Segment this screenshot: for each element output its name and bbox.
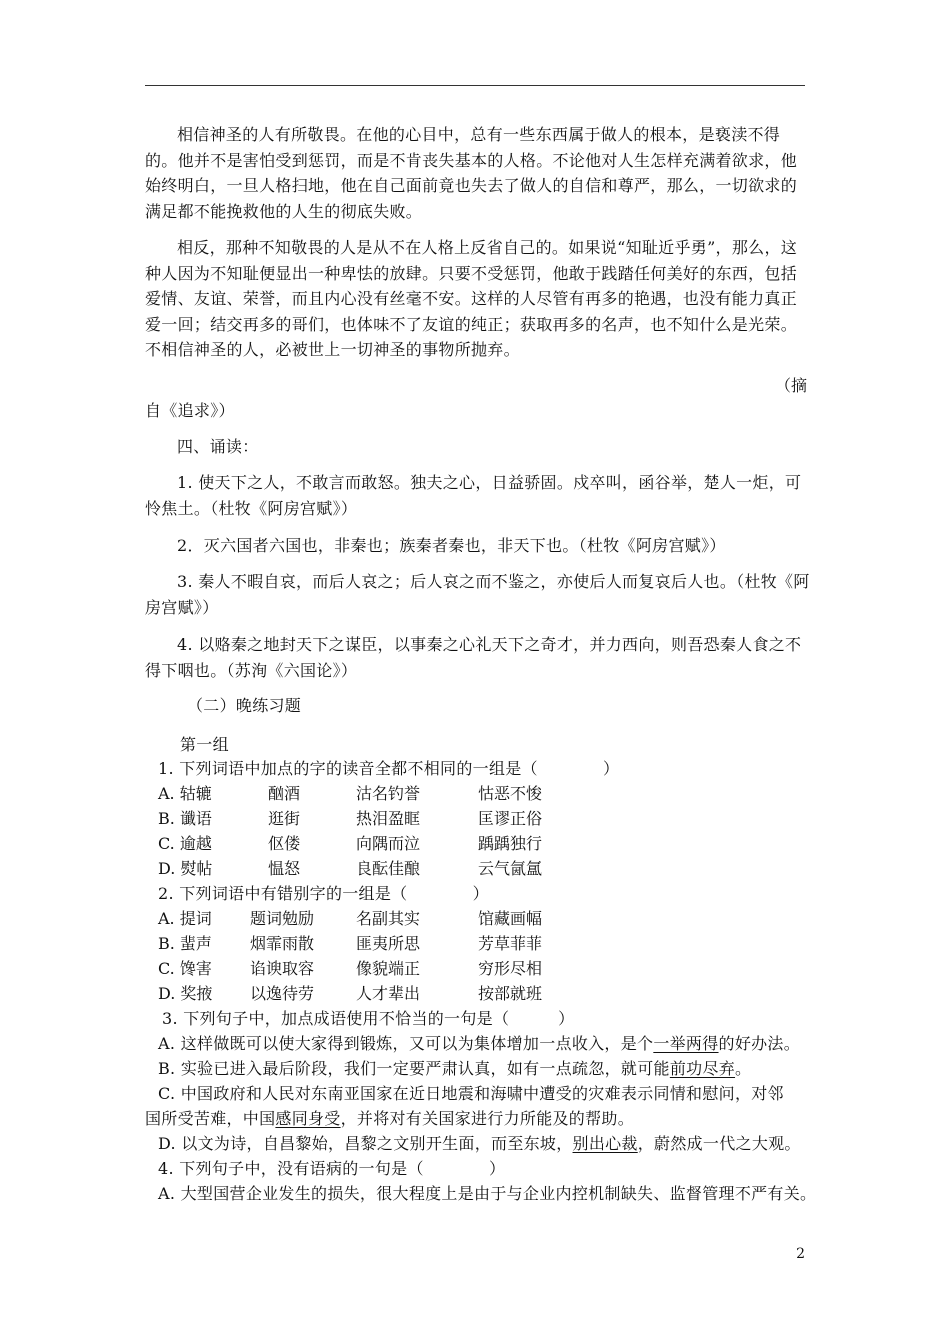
question-1-stem: 1. 下列词语中加点的字的读音全都不相同的一组是（ ） xyxy=(158,759,620,778)
q3-option-b: B. 实验已进入最后阶段，我们一定要严肃认真，如有一点疏忽，就可能前功尽弃。 xyxy=(158,1059,752,1078)
q3-option-a: A. 这样做既可以使大家得到锻炼，又可以为集体增加一点收入，是个一举两得的好办法。 xyxy=(158,1034,801,1053)
q3-d-idiom: 别出心裁 xyxy=(572,1134,638,1153)
q4-option-a: A. 大型国营企业发生的损失，很大程度上是由于与企业内控机制缺失、监督管理不严有关。 xyxy=(158,1184,817,1203)
q3-b-idiom: 前功尽弃 xyxy=(669,1059,736,1078)
q3-a-idiom: 一举两得 xyxy=(653,1034,719,1053)
section-heading-recite: 四、诵读： xyxy=(177,437,259,456)
q3-option-c-line1: C. 中国政府和人民对东南亚国家在近日地震和海啸中遭受的灾难表示同情和慰问，对邻 xyxy=(158,1084,784,1103)
question-4-stem: 4. 下列句子中，没有语病的一句是（ ） xyxy=(158,1159,506,1178)
recite-item-3: 3. 秦人不暇自哀，而后人哀之；后人哀之而不鉴之，亦使后人而复哀后人也。（杜牧《阿房宫赋》） xyxy=(145,572,810,617)
recite-item-4: 4. 以赂秦之地封天下之谋臣，以事秦之心礼天下之奇才，并力西向，则吾恐秦人食之不得下咽也。（苏洵《六国论》） xyxy=(145,635,802,680)
page-number: 2 xyxy=(796,1246,805,1262)
paragraph-2: 相反，那种不知敬畏的人是从不在人格上反省自己的。如果说“知耻近乎勇”，那么，这种人因为不知耻便显出一种卑怯的放肆。只要不受惩罚，他敢于践踏任何美好的东西，包括爱情、友谊、荣誉，而且内心没有丝毫不安。这样的人尽管有再多的艳遇，也没有能力真正爱一回；结交再多的哥们，也体味不了友谊的纯正；获取再多的名声，也不知什么是光荣。不相信神圣的人，必被世上一切神圣的事物所抛弃。 xyxy=(145,238,798,359)
question-3-stem: 3. 下列句子中，加点成语使用不恰当的一句是（ ） xyxy=(162,1009,575,1028)
question-2-stem: 2. 下列词语中有错别字的一组是（ ） xyxy=(158,884,489,903)
q3-c-idiom: 感同身受 xyxy=(275,1109,341,1128)
recite-item-1: 1. 使天下之人，不敢言而敢怒。独夫之心，日益骄固。戍卒叫，函谷举，楚人一炬，可怜焦土。（杜牧《阿房宫赋》） xyxy=(145,473,802,518)
q3-option-d: D. 以文为诗，自昌黎始，昌黎之文别开生面，而至东坡，别出心裁，蔚然成一代之大观。 xyxy=(158,1134,801,1153)
header-rule xyxy=(145,85,805,86)
recite-item-2: 2．灭六国者六国也，非秦也；族秦者秦也，非天下也。（杜牧《阿房宫赋》） xyxy=(177,536,726,555)
section-heading-exercises: （二）晚练习题 xyxy=(187,696,302,715)
q3-option-c-line2: 国所受苦难，中国感同身受，并将对有关国家进行力所能及的帮助。 xyxy=(145,1109,635,1128)
group-heading: 第一组 xyxy=(180,735,229,754)
source-note-b: 自《追求》） xyxy=(145,401,235,420)
paragraph-1: 相信神圣的人有所敬畏。在他的心目中，总有一些东西属于做人的根本，是亵渎不得的。他并不是害怕受到惩罚，而是不肯丧失基本的人格。不论他对人生怎样充满着欲求，他始终明白，一旦人格扫地，他在自己面前竟也失去了做人的自信和尊严，那么，一切欲求的满足都不能挽救他的人生的彻底失败。 xyxy=(145,125,798,221)
source-note-a: （摘 xyxy=(774,376,807,395)
